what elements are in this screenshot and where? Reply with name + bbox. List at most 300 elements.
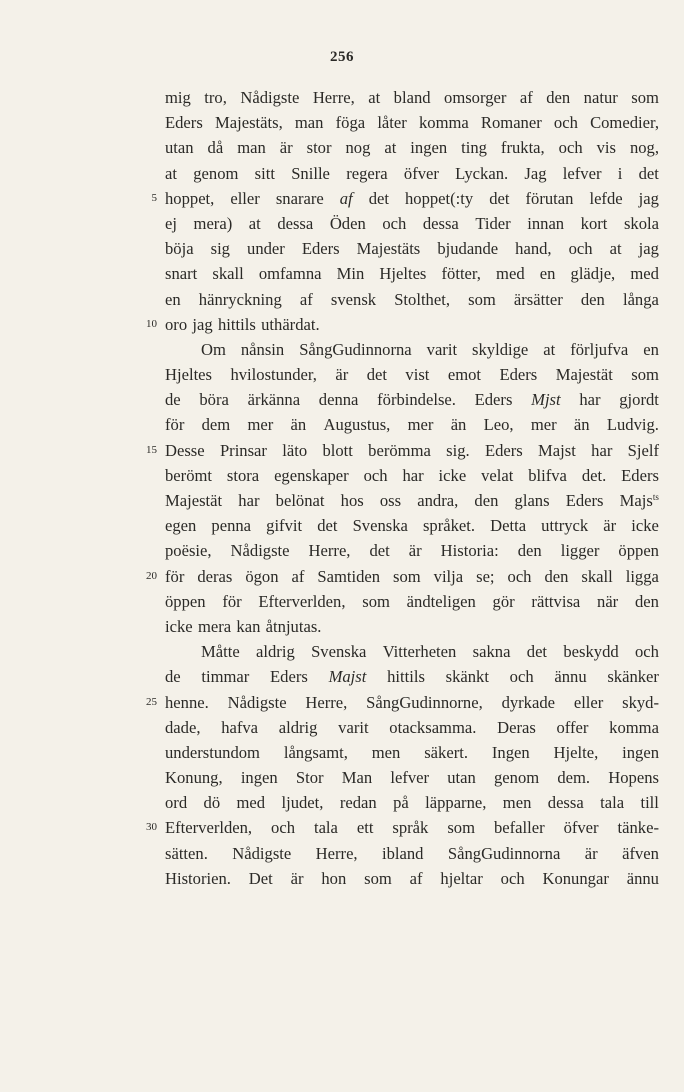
- text-line: [146, 438, 659, 463]
- word: språk: [392, 818, 429, 838]
- word: Romaner: [480, 113, 542, 133]
- line-number: 5: [151, 191, 157, 204]
- word: som: [447, 818, 475, 838]
- word: Jag: [524, 163, 547, 183]
- word: förbindelse.: [377, 390, 456, 410]
- word: men: [502, 793, 532, 813]
- word: SångGudinnorne,: [366, 692, 483, 712]
- word: Lyckan.: [455, 163, 509, 183]
- word: på: [393, 793, 409, 813]
- word: bjudande: [437, 239, 499, 259]
- word: af: [519, 88, 533, 107]
- word: belönat: [275, 491, 325, 510]
- word: hittils: [387, 667, 425, 687]
- word: tala: [313, 818, 338, 838]
- word: som: [393, 566, 421, 586]
- word: glädje,: [570, 264, 616, 284]
- word: snart: [165, 264, 198, 284]
- word: ändteligen: [406, 591, 476, 611]
- word: öfver: [563, 818, 599, 838]
- word: har: [579, 390, 601, 410]
- word: dem: [201, 415, 231, 435]
- word: mer: [407, 415, 434, 435]
- word: tänke-: [617, 818, 659, 838]
- line-number: 10: [146, 317, 157, 330]
- word: gör: [492, 591, 515, 611]
- word: som: [362, 591, 390, 611]
- word: Majestäts: [356, 239, 421, 259]
- word: eller: [230, 188, 260, 208]
- word: genom: [193, 163, 239, 183]
- text-line: [165, 261, 659, 286]
- word: till: [640, 793, 659, 813]
- word: mig: [165, 88, 191, 107]
- text-line: [165, 589, 659, 614]
- page-number: 256: [330, 49, 354, 65]
- word: Eders: [484, 440, 523, 460]
- word: under: [247, 239, 285, 259]
- word: beskydd: [563, 642, 619, 662]
- word: kort: [580, 213, 608, 233]
- text-line: [146, 690, 659, 715]
- text-line: [165, 236, 659, 261]
- word: Min: [336, 264, 365, 284]
- word: Augustus,: [323, 415, 391, 435]
- word: den: [544, 566, 569, 586]
- text-line: [165, 639, 659, 664]
- word: för: [165, 566, 185, 586]
- word: ljudet,: [281, 793, 324, 813]
- word: det.: [581, 465, 607, 485]
- word: vis: [596, 138, 616, 158]
- word: poësie,: [165, 541, 212, 561]
- word: ett: [356, 818, 374, 838]
- word: se;: [476, 566, 495, 586]
- word: öppen: [165, 591, 206, 611]
- word: är: [584, 843, 598, 863]
- word: skänkt: [445, 667, 489, 687]
- word: skola: [623, 213, 659, 233]
- word: Tider: [475, 213, 511, 233]
- word: och: [634, 642, 659, 662]
- text-line: [165, 362, 659, 387]
- text-line: [165, 387, 659, 412]
- text-line: [165, 287, 659, 312]
- word: ingen: [622, 742, 659, 762]
- word: fötter,: [441, 264, 481, 284]
- word: det: [526, 642, 548, 662]
- word: och: [558, 138, 583, 158]
- word: som: [468, 289, 496, 309]
- word: för: [165, 415, 185, 435]
- word: Herre,: [305, 692, 348, 712]
- word: aldrig: [278, 717, 318, 737]
- word: de: [165, 667, 181, 687]
- text-line: [165, 765, 659, 790]
- word: Eders: [474, 390, 513, 410]
- word: at: [384, 138, 397, 158]
- word: och: [507, 566, 532, 586]
- word: Historia:: [440, 541, 499, 561]
- word: at: [165, 163, 177, 183]
- word: blifva: [528, 465, 567, 485]
- word: har: [238, 491, 260, 510]
- word: stor: [306, 138, 332, 158]
- word: Om: [201, 339, 226, 359]
- word: natur: [583, 88, 618, 107]
- word: Herre,: [312, 88, 355, 107]
- word: komma: [609, 717, 659, 737]
- word: Eders: [270, 667, 308, 687]
- word: ännu: [554, 667, 587, 687]
- word: varit: [338, 717, 369, 737]
- word: lefver: [562, 163, 602, 183]
- word: oss: [379, 491, 402, 510]
- word: icke: [631, 516, 659, 536]
- word: det: [638, 163, 659, 183]
- word: hittils: [218, 314, 256, 334]
- word: jag: [638, 239, 659, 259]
- word: dem.: [557, 768, 591, 788]
- word: af: [299, 289, 313, 309]
- word: och: [509, 667, 534, 687]
- word: den: [546, 88, 571, 107]
- word: har: [402, 465, 424, 485]
- word: frukta,: [500, 138, 545, 158]
- word: ärkänna: [247, 390, 301, 410]
- word: man: [294, 113, 324, 133]
- word: Svenska: [311, 642, 367, 662]
- word: sätten.: [165, 843, 208, 863]
- word: Detta: [490, 516, 527, 536]
- word: dö: [203, 793, 221, 813]
- word: gjordt: [619, 390, 659, 410]
- word: at: [543, 339, 556, 359]
- word: men: [371, 742, 401, 762]
- word: Eders: [621, 465, 659, 485]
- word: ting: [461, 138, 487, 158]
- word: blott: [322, 440, 353, 460]
- word: at: [609, 239, 622, 259]
- word: än: [290, 415, 307, 435]
- word: hafva: [221, 717, 259, 737]
- word: Majst: [538, 440, 576, 460]
- word: Stor: [295, 768, 324, 788]
- word: uttryck: [541, 516, 589, 536]
- word: glans: [514, 491, 550, 510]
- word: Stolthet,: [394, 289, 450, 309]
- word: de: [165, 390, 181, 410]
- word: Eders: [565, 491, 604, 510]
- word: bland: [393, 88, 431, 107]
- word: dessa: [547, 793, 584, 813]
- text-line: [165, 538, 659, 563]
- word: ibland: [382, 843, 424, 863]
- word: ännu: [626, 868, 659, 888]
- word: SångGudinnorna: [299, 339, 412, 359]
- text-line: [165, 337, 659, 362]
- word: som: [631, 365, 659, 385]
- word: ord: [165, 793, 188, 813]
- word: tala: [600, 793, 625, 813]
- word: mer: [530, 415, 557, 435]
- word: en: [539, 264, 556, 284]
- word: det: [489, 188, 510, 208]
- word: och: [271, 818, 295, 838]
- text-line: [165, 161, 659, 186]
- word: utan: [447, 768, 476, 788]
- word: timmar: [201, 667, 250, 687]
- word: en: [165, 289, 181, 309]
- word: genom: [494, 768, 540, 788]
- word: skyd-: [622, 692, 659, 712]
- word: oro: [165, 314, 188, 334]
- word: åtnjutas.: [265, 616, 322, 636]
- word: Öden: [329, 213, 366, 233]
- word: Comedier,: [590, 113, 659, 133]
- word: befaller: [493, 818, 545, 838]
- word: en: [643, 339, 659, 359]
- line-number: 15: [146, 443, 157, 456]
- word: otacksamma.: [389, 717, 477, 737]
- word: aldrig: [256, 642, 295, 662]
- word: ligger: [560, 541, 600, 561]
- word: Eders: [499, 365, 538, 385]
- word: Nådigste: [232, 843, 292, 863]
- word: sakna: [472, 642, 511, 662]
- text-line: [165, 85, 659, 110]
- word: som: [631, 88, 659, 107]
- word: uthärdat.: [261, 314, 320, 334]
- word: berömt: [165, 465, 213, 485]
- word: Majst: [328, 667, 367, 687]
- word: än: [450, 415, 467, 435]
- text-line: [146, 815, 659, 840]
- word: för: [222, 591, 242, 611]
- word: har: [591, 440, 613, 460]
- word: Nådigste: [230, 541, 290, 561]
- word: böja: [165, 239, 194, 259]
- text-line: [165, 614, 659, 639]
- body-text: [146, 85, 659, 891]
- word: at: [248, 213, 261, 233]
- word: Majs$^{ts}$: [619, 491, 659, 510]
- word: hos: [340, 491, 364, 510]
- word: hand,: [515, 239, 552, 259]
- word: det: [368, 188, 389, 208]
- word: Hjelte,: [553, 742, 599, 762]
- word: hoppet,: [165, 188, 215, 208]
- word: och: [553, 113, 578, 133]
- word: då: [207, 138, 224, 158]
- word: långsamt,: [283, 742, 348, 762]
- word: Historien.: [165, 868, 231, 888]
- word: när: [597, 591, 619, 611]
- text-line: [165, 135, 659, 160]
- word: skall: [212, 264, 244, 284]
- word: Nådigste: [240, 88, 300, 107]
- word: det: [366, 365, 387, 385]
- word: mera): [193, 213, 233, 233]
- word: hoppet(:ty: [404, 188, 474, 208]
- word: och: [500, 868, 525, 888]
- word: dyrkade: [501, 692, 556, 712]
- word: icke: [165, 616, 193, 636]
- text-line: [146, 564, 659, 589]
- word: med: [496, 264, 525, 284]
- text-line: [165, 463, 659, 488]
- word: Måtte: [201, 642, 240, 662]
- word: och: [382, 213, 407, 233]
- word: kan: [236, 616, 261, 636]
- word: ej: [165, 213, 177, 233]
- word: Prinsar: [219, 440, 267, 460]
- word: redan: [339, 793, 377, 813]
- word: egen: [165, 516, 197, 536]
- word: långa: [622, 289, 659, 309]
- word: Majestät: [555, 365, 613, 385]
- word: är: [279, 138, 293, 158]
- word: Herre,: [315, 843, 358, 863]
- word: komma: [418, 113, 469, 133]
- text-line: [165, 790, 659, 815]
- word: det: [317, 516, 338, 536]
- word: Hjeltes: [379, 264, 427, 284]
- word: Eders: [165, 113, 203, 133]
- word: Eders: [301, 239, 340, 259]
- text-line: [165, 211, 659, 236]
- word: ingen: [410, 138, 448, 158]
- word: af: [409, 868, 423, 888]
- word: Hjeltes: [165, 365, 213, 385]
- word: än: [573, 415, 590, 435]
- word: omsorger: [444, 88, 507, 107]
- word: andra,: [417, 491, 459, 510]
- word: jag: [192, 314, 213, 334]
- word: egenskaper: [274, 465, 349, 485]
- word: det: [369, 541, 390, 561]
- text-line: [165, 715, 659, 740]
- word: deras: [197, 566, 233, 586]
- word: Hopens: [608, 768, 659, 788]
- word: är: [408, 541, 422, 561]
- word: föga: [335, 113, 366, 133]
- word: Leo,: [483, 415, 514, 435]
- word: nog,: [629, 138, 659, 158]
- word: ögon: [245, 566, 279, 586]
- word: den: [580, 289, 605, 309]
- word: jag: [638, 188, 659, 208]
- text-line: [165, 110, 659, 135]
- word: nog: [345, 138, 371, 158]
- text-line: [146, 312, 659, 337]
- text-line: [165, 841, 659, 866]
- word: läpparne,: [425, 793, 487, 813]
- word: Ludvig.: [606, 415, 659, 435]
- word: man: [237, 138, 266, 158]
- word: utan: [165, 138, 194, 158]
- word: ingen: [240, 768, 278, 788]
- word: Konung,: [165, 768, 223, 788]
- word: stora: [226, 465, 260, 485]
- word: som: [364, 868, 392, 888]
- word: omfamna: [258, 264, 322, 284]
- word: tro,: [204, 88, 227, 107]
- word: är: [603, 516, 617, 536]
- word: Ingen: [491, 742, 530, 762]
- word: skänker: [607, 667, 659, 687]
- text-line: [165, 866, 659, 891]
- word: Det: [248, 868, 273, 888]
- word: lefver: [390, 768, 430, 788]
- word: förutan: [525, 188, 574, 208]
- word: dessa: [277, 213, 314, 233]
- text-line: [165, 513, 659, 538]
- word: med: [236, 793, 266, 813]
- word: dessa: [422, 213, 459, 233]
- word: skall: [581, 566, 613, 586]
- word: mer: [247, 415, 274, 435]
- word: Deras: [497, 717, 536, 737]
- word: sitt: [254, 163, 275, 183]
- word: läto: [282, 440, 308, 460]
- word: regera: [346, 163, 388, 183]
- word: eller: [573, 692, 604, 712]
- word: och: [568, 239, 593, 259]
- text-line: [165, 740, 659, 765]
- word: i: [617, 163, 623, 183]
- word: Majestät: [165, 491, 223, 510]
- word: är: [290, 868, 304, 888]
- word: Majestäts,: [214, 113, 283, 133]
- word: hvilostunder,: [230, 365, 317, 385]
- word: mera: [197, 616, 232, 636]
- word: hon: [321, 868, 347, 888]
- word: låter: [377, 113, 407, 133]
- word: rättvisa: [531, 591, 581, 611]
- word: den: [634, 591, 659, 611]
- word: Efterverlden,: [165, 818, 253, 838]
- word: snarare: [275, 188, 324, 208]
- word: denna: [318, 390, 359, 410]
- word: böra: [199, 390, 229, 410]
- word: öfver: [403, 163, 439, 183]
- word: Mjst: [531, 390, 561, 410]
- word: med: [630, 264, 659, 284]
- word: henne.: [165, 692, 209, 712]
- word: äfven: [622, 843, 659, 863]
- word: dade,: [165, 717, 201, 737]
- word: Nådigste: [227, 692, 287, 712]
- word: hjeltar: [440, 868, 483, 888]
- word: vilja: [433, 566, 464, 586]
- text-line: [165, 488, 659, 513]
- word: Desse: [165, 440, 205, 460]
- word: Snille: [291, 163, 330, 183]
- word: SångGudinnorna: [447, 843, 561, 863]
- word: Sjelf: [627, 440, 659, 460]
- word: är: [335, 365, 349, 385]
- word: Herre,: [308, 541, 351, 561]
- line-number: 30: [146, 821, 157, 834]
- word: öppen: [618, 541, 659, 561]
- word: emot: [447, 365, 482, 385]
- line-number: 25: [146, 695, 157, 708]
- word: Samtiden: [317, 566, 381, 586]
- word: af: [291, 566, 305, 586]
- word: den: [474, 491, 499, 510]
- word: ärsätter: [513, 289, 563, 309]
